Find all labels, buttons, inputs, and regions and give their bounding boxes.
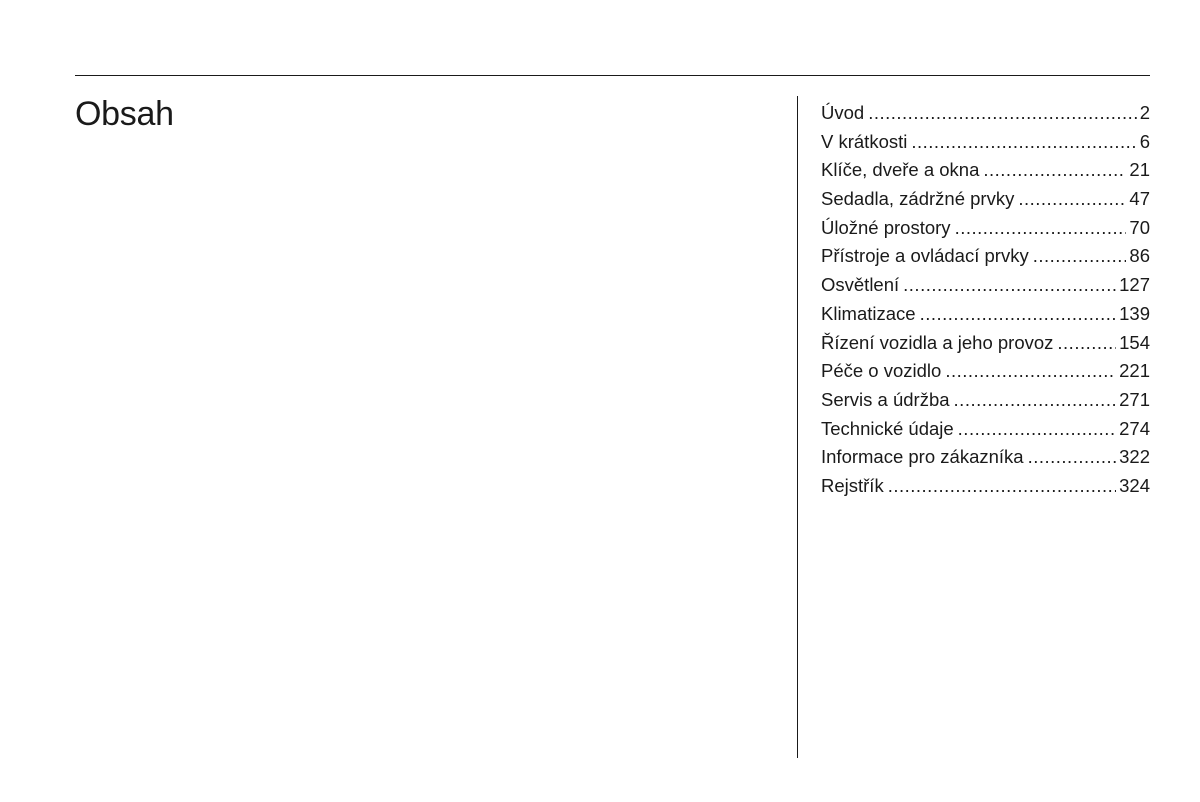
toc-entry-informace-zakaznik[interactable] [821,443,1150,472]
toc-entry-page: 322 [1119,446,1150,468]
toc-entry-v-kratkosti[interactable] [821,128,1150,157]
toc-leader-dots [945,357,1116,386]
toc-leader-dots [1033,242,1127,271]
toc-entry-label: Servis a údržba [821,388,950,410]
toc-entry-label: Úvod [821,102,865,123]
toc-entry-klice-dvere-okna[interactable] [821,156,1150,185]
toc-entry-label: V krátkosti [821,130,908,152]
toc-entry-page: 70 [1129,216,1150,238]
toc-leader-dots [954,386,1117,415]
toc-leader-dots [983,156,1126,185]
toc-entry-label: Klimatizace [821,302,916,324]
toc-leader-dots [868,99,1137,128]
toc-entry-page: 324 [1119,474,1150,496]
toc-leader-dots [920,300,1117,329]
toc-entry-servis-udrzba[interactable] [821,386,1150,415]
toc-leader-dots [1057,329,1116,358]
toc-entry-label: Péče o vozidlo [821,360,942,382]
toc-leader-dots [903,271,1116,300]
header-rule [75,75,1150,76]
toc-entry-technicke-udaje[interactable] [821,415,1150,444]
toc-leader-dots [955,214,1127,243]
toc-entry-page: 47 [1129,188,1150,210]
toc-entry-label: Informace pro zákazníka [821,446,1024,468]
toc-entry-label: Řízení vozidla a jeho provoz [821,331,1054,353]
toc-entry-rizeni-vozidla[interactable] [821,329,1150,358]
toc-entry-uvod[interactable] [821,99,1150,128]
toc-leader-dots [1018,185,1126,214]
toc-entry-page: 154 [1119,331,1150,353]
toc-entry-page: 127 [1119,274,1150,296]
toc-entry-label: Klíče, dveře a okna [821,159,980,181]
toc-leader-dots [958,415,1116,444]
page-title: Obsah [75,95,174,133]
toc-entry-label: Rejstřík [821,474,884,496]
toc-entry-label: Sedadla, zádržné prvky [821,188,1015,210]
toc-entry-osvetleni[interactable] [821,271,1150,300]
toc-entry-label: Technické údaje [821,417,954,439]
toc-entry-ulozne-prostory[interactable] [821,214,1150,243]
toc-entry-page: 271 [1119,388,1150,410]
toc-entry-pece-o-vozidlo[interactable] [821,357,1150,386]
table-of-contents [821,99,1150,501]
toc-entry-rejstrik[interactable] [821,472,1150,501]
toc-entry-page: 6 [1139,130,1150,152]
toc-leader-dots [1028,443,1117,472]
toc-entry-klimatizace[interactable] [821,300,1150,329]
toc-entry-page: 2 [1139,102,1150,123]
toc-entry-page: 139 [1119,302,1150,324]
toc-entry-page: 221 [1119,360,1150,382]
toc-leader-dots [888,472,1116,501]
toc-leader-dots [911,128,1136,157]
toc-entry-label: Osvětlení [821,274,900,296]
toc-entry-pristroje[interactable] [821,242,1150,271]
toc-entry-page: 21 [1129,159,1150,181]
column-divider [797,96,798,758]
toc-entry-label: Přístroje a ovládací prvky [821,245,1029,267]
toc-entry-page: 274 [1119,417,1150,439]
toc-entry-page: 86 [1129,245,1150,267]
toc-entry-label: Úložné prostory [821,216,951,238]
toc-entry-sedadla[interactable] [821,185,1150,214]
